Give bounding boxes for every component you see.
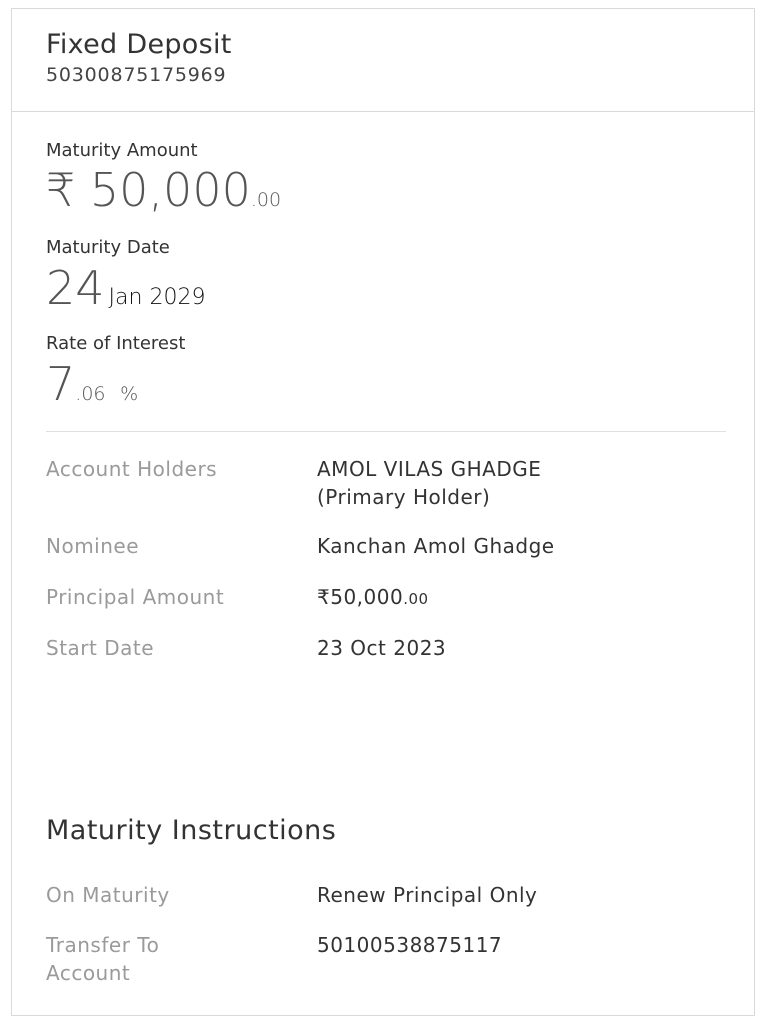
deposit-header (12, 9, 754, 112)
rate-unit: % (120, 383, 139, 405)
account-holder-name: AMOL VILAS GHADGE (317, 457, 542, 481)
transfer-to-account-label (46, 931, 159, 987)
rate-of-interest-value (46, 357, 138, 411)
maturity-amount-label: Maturity Amount (46, 140, 198, 161)
transfer-to-label-line1: Transfer To (46, 933, 160, 957)
currency-symbol: ₹ (46, 163, 76, 217)
account-holders-value (317, 455, 541, 511)
maturity-amount-value (46, 163, 281, 217)
deposit-account-number: 50300875175969 (46, 64, 227, 86)
start-date-value: 23 Oct 2023 (317, 636, 447, 660)
maturity-date-day: 24 (46, 261, 105, 315)
principal-amount-label: Principal Amount (46, 585, 225, 609)
deposit-title: Fixed Deposit (46, 29, 232, 60)
maturity-amount-fraction: .00 (250, 189, 282, 211)
account-holder-role: (Primary Holder) (317, 485, 491, 509)
divider (46, 431, 726, 432)
on-maturity-label: On Maturity (46, 883, 170, 907)
rate-of-interest-label: Rate of Interest (46, 333, 186, 354)
principal-whole: 50,000 (330, 585, 404, 609)
transfer-to-label-line2: Account (46, 961, 131, 985)
principal-currency: ₹ (317, 585, 331, 609)
rate-whole: 7 (46, 357, 76, 411)
on-maturity-value: Renew Principal Only (317, 883, 538, 907)
transfer-to-account-value: 50100538875117 (317, 933, 503, 957)
maturity-date-month-year: Jan 2029 (108, 285, 206, 310)
start-date-label: Start Date (46, 636, 155, 660)
nominee-label: Nominee (46, 534, 140, 558)
principal-amount-value (317, 583, 429, 613)
maturity-amount-whole: 50,000 (89, 163, 251, 217)
rate-fraction: .06 (75, 383, 106, 405)
maturity-date-value (46, 261, 205, 315)
principal-fraction: .00 (403, 590, 429, 608)
account-holders-label: Account Holders (46, 457, 218, 481)
maturity-date-label: Maturity Date (46, 237, 170, 258)
maturity-instructions-title: Maturity Instructions (46, 815, 337, 846)
fixed-deposit-card (11, 8, 755, 1016)
nominee-value: Kanchan Amol Ghadge (317, 534, 555, 558)
